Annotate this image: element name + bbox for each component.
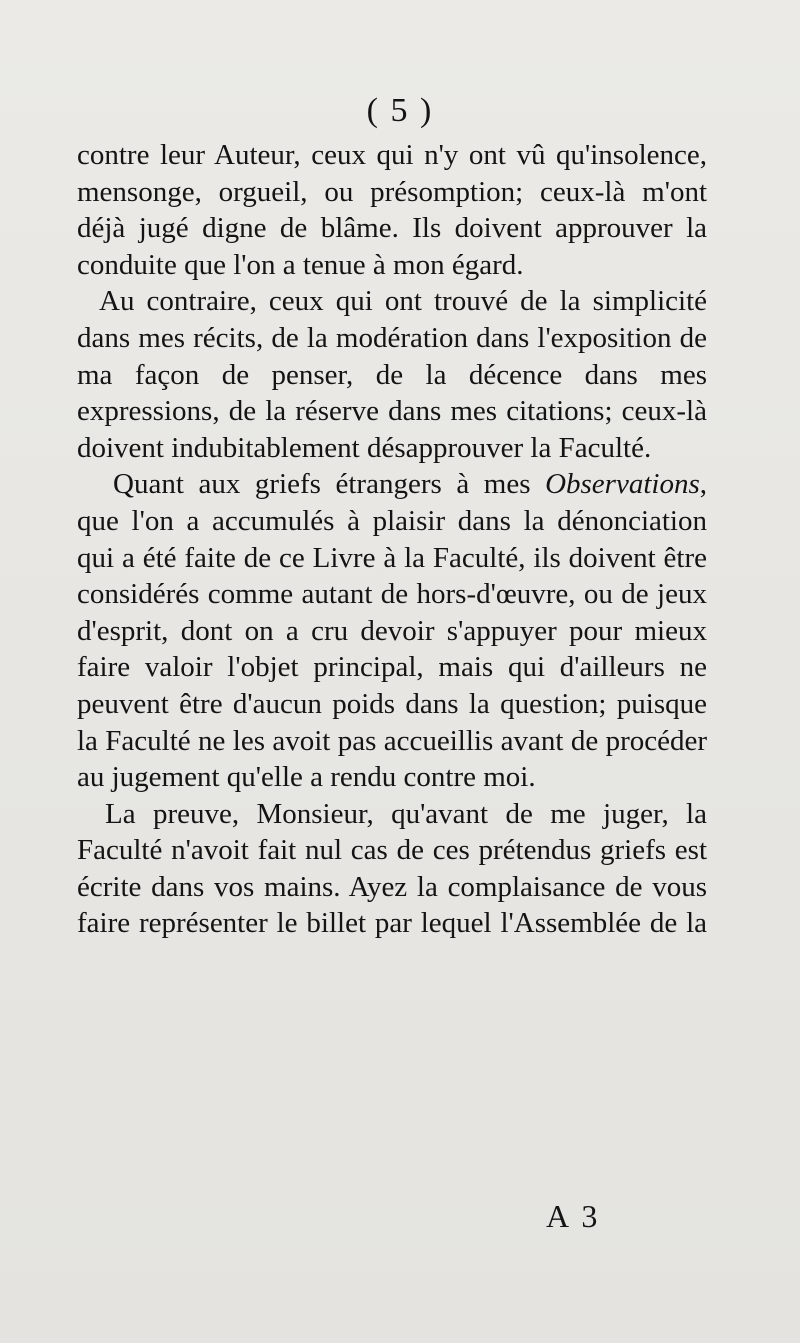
paragraph-1	[77, 137, 707, 283]
paragraph-3	[77, 466, 707, 795]
paragraph-4	[77, 796, 707, 942]
paragraph-3-text-b: , que l'on a accumulés à plaisir dans la dénonciation qui a été faite de ce Livre à la Faculté, ils doivent être considérés comme autant de hors-d'œuvre, ou de jeux d'esprit, dont on a cru devoir s'appuyer pour mieux faire valoir l'objet principal, mais qui d'ailleurs ne peuvent être d'aucun poids dans la question; puisque la Faculté ne les avoit pas accueillis avant de procéder au jugement qu'elle a rendu contre moi.	[77, 468, 707, 794]
paragraph-2-text: Au contraire, ceux qui ont trouvé de la simplicité dans mes récits, de la modération dans l'exposition de ma façon de penser, de la décence dans mes expressions, de la réserve dans mes citations; ceux-là doivent indubitablement désapprouver la Faculté.	[77, 285, 707, 464]
paragraph-3-text-a: Quant aux griefs étrangers à mes	[113, 468, 546, 501]
body-text	[77, 137, 707, 942]
paragraph-2	[77, 283, 707, 466]
signature-mark: A 3	[546, 1198, 601, 1234]
paragraph-1-text: contre leur Auteur, ceux qui n'y ont vû qu'insolence, mensonge, orgueil, ou présomption; ceux-là m'ont déjà jugé digne de blâme. Ils doivent approuver la conduite que l'on a tenue à mon égard.	[77, 139, 707, 281]
page-number-header: ( 5 )	[366, 92, 434, 129]
paragraph-3-italic: Observations	[545, 468, 700, 501]
paragraph-4-text: La preuve, Monsieur, qu'avant de me juger, la Faculté n'avoit fait nul cas de ces prétendus griefs est écrite dans vos mains. Ayez la complaisance de vous faire représenter le billet par lequel l'Assemblée de la	[77, 797, 707, 940]
